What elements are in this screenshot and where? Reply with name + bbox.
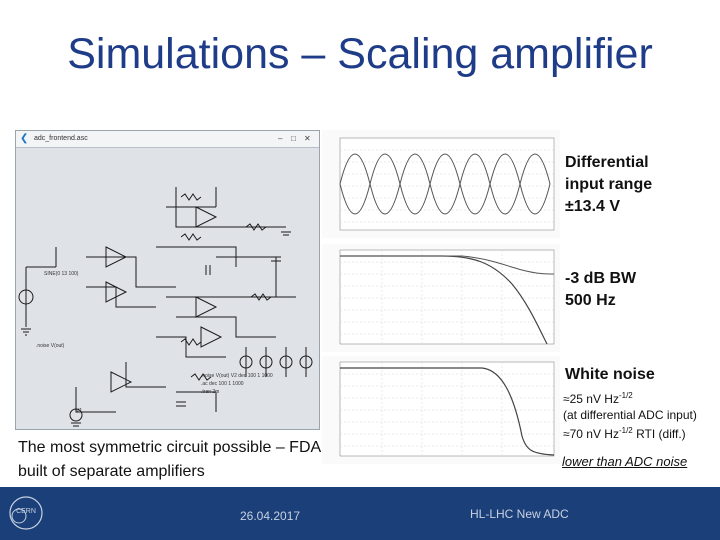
footer-bar (0, 487, 720, 540)
bandwidth-annotation (565, 268, 636, 312)
noise-line-3-suffix: RTI (diff.) (632, 427, 686, 441)
noise-details (563, 388, 697, 442)
noise-line-1-text: ≈25 nV Hz (563, 392, 619, 406)
close-icon: ✕ (304, 134, 311, 143)
bw-line-1: -3 dB BW (565, 270, 637, 287)
footer-date: 26.04.2017 (240, 509, 301, 523)
ac-response-plot-drawing (322, 244, 560, 352)
schematic-window (15, 130, 320, 430)
cern-logo-text: CERN (16, 508, 36, 515)
noise-note: lower than ADC noise (562, 454, 688, 469)
svg-text:.ac dec 100 1 1000: .ac dec 100 1 1000 (201, 381, 244, 387)
noise-line-1 (563, 388, 697, 407)
noise-line-2: (at differential ADC input) (563, 408, 697, 422)
range-line-1: Differential (565, 154, 649, 171)
slide-title: Simulations – Scaling amplifier (67, 30, 653, 78)
noise-line-3 (563, 423, 697, 442)
transient-plot-drawing (322, 130, 560, 238)
svg-text:SINE(0 13 100): SINE(0 13 100) (44, 271, 79, 277)
svg-text:.noise V(out) V2 dec 100 1 100: .noise V(out) V2 dec 100 1 1000 (201, 373, 273, 379)
svg-text:.noise V(out): .noise V(out) (36, 343, 65, 349)
noise-line-3-text: ≈70 nV Hz (563, 427, 619, 441)
svg-text:V1: V1 (76, 408, 83, 414)
noise-plot-drawing (322, 356, 560, 464)
noise-title: White noise (565, 366, 655, 383)
cern-logo-icon (7, 494, 45, 532)
range-line-2: input range (565, 176, 653, 193)
schematic-titlebar (16, 131, 319, 148)
svg-text:.tran 2m: .tran 2m (201, 389, 220, 395)
bw-line-2: 500 Hz (565, 292, 616, 309)
noise-line-3-exp: -1/2 (618, 426, 633, 435)
ac-response-plot (322, 244, 560, 352)
slide-caption: The most symmetric circuit possible – FDA built of separate amplifiers (18, 439, 321, 480)
noise-line-1-exp: -1/2 (618, 391, 633, 400)
back-arrow-icon: ❮ (20, 133, 29, 144)
noise-plot (322, 356, 560, 464)
input-range-annotation (565, 152, 652, 218)
schematic-drawing (16, 147, 319, 429)
range-line-3: ±13.4 V (565, 198, 621, 215)
maximize-icon: □ (291, 134, 296, 143)
schematic-filename: adc_frontend.asc (34, 135, 88, 142)
transient-plot (322, 130, 560, 238)
footer-conference: HL-LHC New ADC (470, 507, 569, 521)
minimize-icon: – (278, 134, 283, 143)
